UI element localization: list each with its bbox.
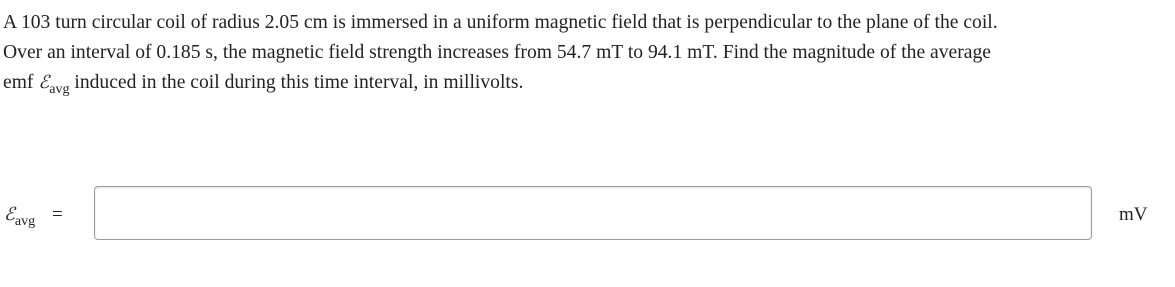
question-text — [3, 8, 1163, 105]
unit-label: mV — [1119, 204, 1148, 225]
emf-symbol: ℰ — [38, 72, 50, 93]
equals-sign: = — [52, 204, 63, 225]
answer-row — [0, 186, 1175, 242]
answer-emf-subscript: avg — [14, 214, 36, 229]
question-line-2: Over an interval of 0.185 s, the magnetic field strength increases from 54.7 mT to 94.1 mT. Find the magnitude of the average — [3, 42, 991, 63]
question-line-3 — [3, 68, 1163, 105]
question-line-3-suffix: induced in the coil during this time interval, in millivolts. — [69, 72, 524, 93]
question-line-1: A 103 turn circular coil of radius 2.05 cm is immersed in a uniform magnetic field that is perpendicular to the plane of the coil. — [3, 12, 998, 33]
answer-label — [4, 204, 35, 230]
answer-input[interactable] — [94, 186, 1092, 240]
question-line-3-prefix: emf — [3, 72, 39, 93]
answer-emf-symbol: ℰ — [4, 204, 15, 225]
emf-subscript: avg — [49, 82, 70, 97]
